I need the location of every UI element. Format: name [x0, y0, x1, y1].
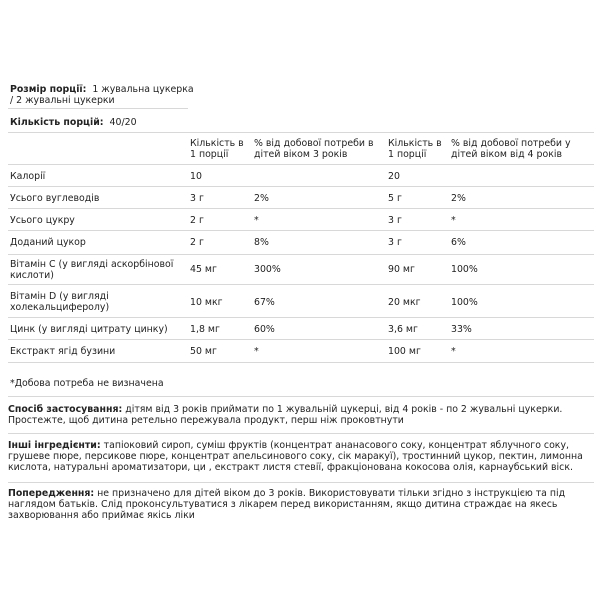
nutrient-name: Усього вуглеводів — [10, 193, 100, 204]
amount-a: 10 мкг — [190, 297, 223, 308]
divider — [8, 186, 594, 187]
divider — [8, 208, 594, 209]
amount-b: 20 — [388, 171, 400, 182]
divider — [8, 482, 594, 483]
header-amount-a: Кількість в 1 порції — [190, 138, 244, 160]
divider — [8, 132, 594, 133]
divider — [8, 108, 188, 109]
dv-a: * — [254, 346, 259, 357]
dv-b: 33% — [451, 324, 472, 335]
nutrient-name: Екстракт ягід бузини — [10, 346, 116, 357]
ingredients-text: тапіоковий сироп, суміш фруктів (концентрат ананасового соку, концентрат яблучного соку, грушеве пюре, персикове пюре, концентрат апельсинового соку, сік маракуї), тростинний цукор, пектин, лимонна кислота, натуральні ароматизатори, ци , екстракт листя стевії, фракціонована кокосова олія, карнаубський віск. — [8, 440, 583, 473]
dv-b: * — [451, 346, 456, 357]
ingredients-section — [8, 440, 594, 473]
dv-a: 2% — [254, 193, 269, 204]
serving-count-value: 40/20 — [109, 117, 137, 128]
dv-a: * — [254, 215, 259, 226]
usage-text: дітям від 3 років приймати по 1 жувальній цукерці, від 4 років - по 2 жувальні цукерки. Простежте, щоб дитина ретельно пережувала продукт, перш ніж проковтнути — [8, 404, 563, 426]
nutrient-name: Вітамін D (у вигляді холекальциферолу) — [10, 291, 110, 313]
usage-label: Спосіб застосування: — [8, 404, 123, 415]
amount-b: 3,6 мг — [388, 324, 418, 335]
divider — [8, 433, 594, 434]
amount-b: 100 мг — [388, 346, 421, 357]
nutrient-name: Усього цукру — [10, 215, 75, 226]
dv-a: 300% — [254, 264, 281, 275]
amount-a: 3 г — [190, 193, 204, 204]
nutrient-name: Цинк (у вигляді цитрату цинку) — [10, 324, 168, 335]
divider — [8, 284, 594, 285]
divider — [8, 396, 594, 397]
amount-a: 50 мг — [190, 346, 217, 357]
ingredients-label: Інші інгредієнти: — [8, 440, 101, 451]
nutrient-name: Доданий цукор — [10, 237, 86, 248]
dv-a: 60% — [254, 324, 275, 335]
serving-count-label: Кількість порцій: — [10, 117, 104, 128]
divider — [8, 254, 594, 255]
nutrient-name: Калорії — [10, 171, 46, 182]
amount-b: 5 г — [388, 193, 402, 204]
dv-b: 2% — [451, 193, 466, 204]
amount-a: 1,8 мг — [190, 324, 220, 335]
dv-a: 67% — [254, 297, 275, 308]
amount-a: 45 мг — [190, 264, 217, 275]
serving-size — [10, 84, 195, 106]
dv-b: 6% — [451, 237, 466, 248]
amount-a: 2 г — [190, 237, 204, 248]
header-dv-a: % від добової потреби в дітей віком 3 років — [254, 138, 374, 160]
serving-size-value-cont: / 2 жувальні цукерки — [10, 95, 115, 106]
header-dv-b: % від добової потреби у дітей віком від 4 років — [451, 138, 571, 160]
header-amount-b: Кількість в 1 порції — [388, 138, 442, 160]
amount-b: 20 мкг — [388, 297, 421, 308]
dv-a: 8% — [254, 237, 269, 248]
amount-a: 2 г — [190, 215, 204, 226]
usage-section — [8, 404, 594, 426]
dv-b: 100% — [451, 264, 478, 275]
dv-b: * — [451, 215, 456, 226]
divider — [8, 339, 594, 340]
nutrient-name: Вітамін С (у вигляді аскорбінової кислоти) — [10, 259, 174, 281]
dv-b: 100% — [451, 297, 478, 308]
amount-b: 3 г — [388, 215, 402, 226]
footnote: *Добова потреба не визначена — [10, 378, 164, 389]
divider — [8, 164, 594, 165]
divider — [8, 362, 594, 363]
serving-count — [10, 117, 195, 128]
amount-b: 3 г — [388, 237, 402, 248]
serving-size-value: 1 жувальна цукерка — [92, 84, 194, 95]
amount-b: 90 мг — [388, 264, 415, 275]
serving-size-label: Розмір порції: — [10, 84, 87, 95]
warning-section — [8, 488, 594, 521]
warning-label: Попередження: — [8, 488, 95, 499]
divider — [8, 317, 594, 318]
divider — [8, 230, 594, 231]
warning-text: не призначено для дітей віком до 3 років. Використовувати тільки згідно з інструкцією та під наглядом батьків. Слід проконсультуватися з лікарем перед використанням, якщо дитина страждає на якесь захворювання або приймає якісь ліки — [8, 488, 566, 521]
amount-a: 10 — [190, 171, 202, 182]
